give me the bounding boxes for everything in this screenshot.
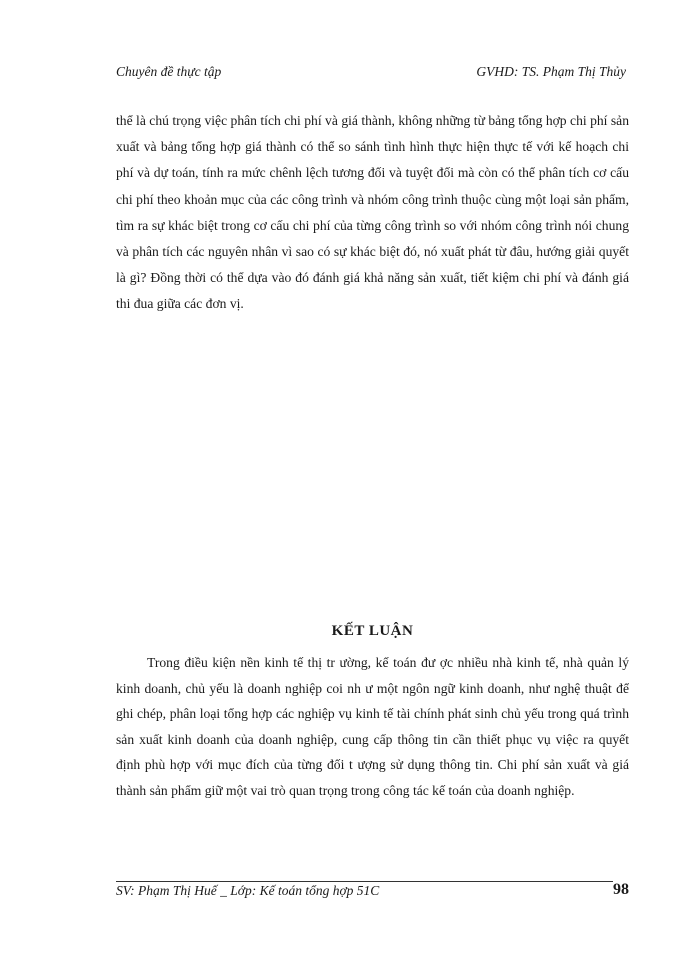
page-header: [116, 64, 626, 84]
header-supervisor: GVHD: TS. Phạm Thị Thủy: [476, 64, 626, 79]
section-heading-conclusion: KẾT LUẬN: [331, 623, 414, 639]
body-paragraph-1: thể là chú trọng việc phân tích chi phí và giá thành, không những từ bảng tổng hợp chi phí sản xuất và bảng tổng hợp giá thành có thể so sánh tình hình thực hiện thực tế với kế hoạch chi phí và dự toán, tính ra mức chênh lệch tương đối và tuyệt đối mà còn có thể phân tích cơ cấu chi phí theo khoản mục của các công trình và nhóm công trình thuộc cùng một loại sản phẩm, tìm ra sự khác biệt trong cơ cấu chi phí của từng công trình so với nhóm công trình nói chung và phân tích các nguyên nhân vì sao có sự khác biệt đó, nó xuất phát từ đâu, hướng giải quyết là gì? Đồng thời có thể dựa vào đó đánh giá khả năng sản xuất, tiết kiệm chi phí và đánh giá thi đua giữa các đơn vị.: [116, 113, 629, 312]
footer-divider: [116, 881, 613, 882]
body-paragraph-2: Trong điều kiện nền kinh tế thị tr ường, kế toán đư ợc nhiều nhà kinh tế, nhà quản lý kinh doanh, chủ yếu là doanh nghiệp coi nh ư một ngôn ngữ kinh doanh, như nghệ thuật để ghi chép, phân loại tổng hợp các nghiệp vụ kinh tế tài chính phát sinh chủ yếu trong quá trình sản xuất kinh doanh của doanh nghiệp, cung cấp thông tin cần thiết phục vụ việc ra quyết định phù hợp với mục đích của từng đối t ượng sử dụng thông tin. Chi phí sản xuất và giá thành sản phẩm giữ một vai trò quan trọng trong công tác kế toán của doanh nghiệp.: [116, 655, 629, 798]
header-document-type: Chuyên đề thực tập: [116, 64, 222, 79]
footer-student-info: SV: Phạm Thị Huế _ Lớp: Kế toán tổng hợp 51C: [116, 883, 380, 898]
page-number: 98: [613, 881, 629, 898]
